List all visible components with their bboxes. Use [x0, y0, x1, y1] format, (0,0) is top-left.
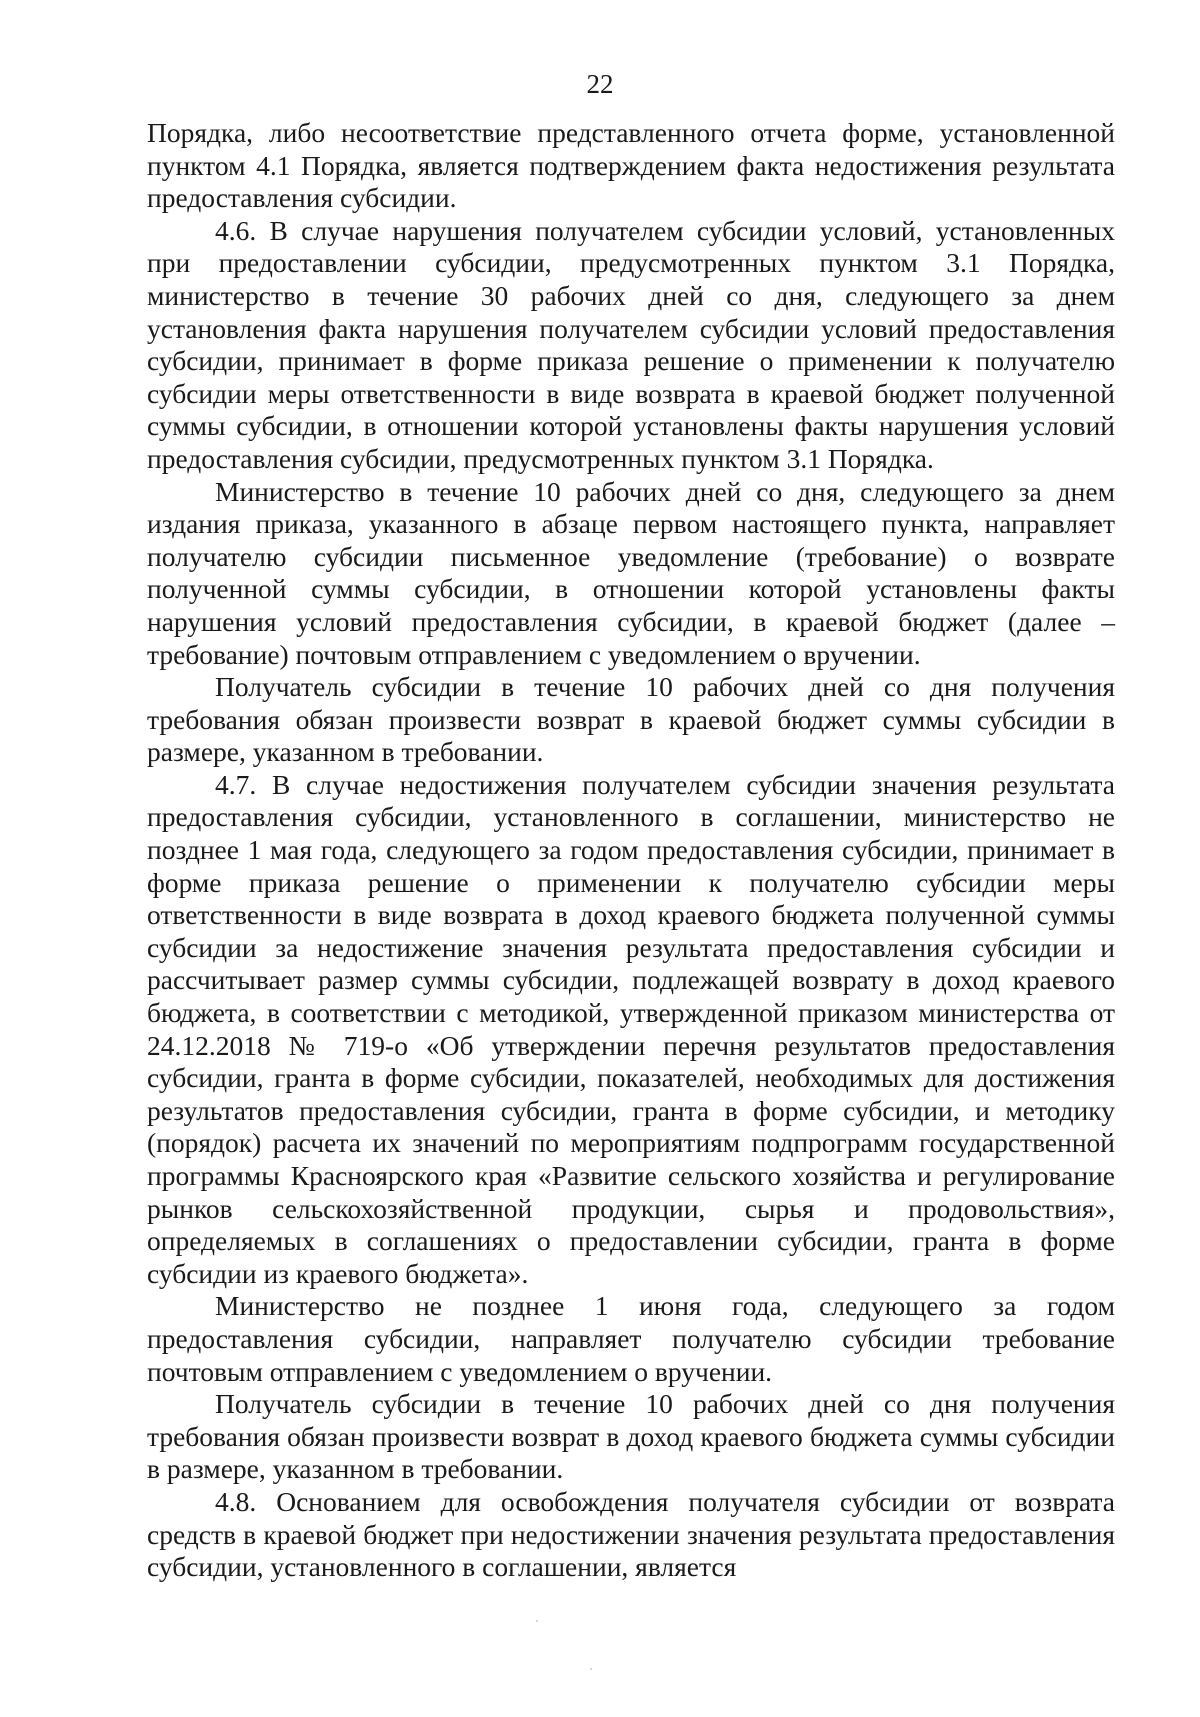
- paragraph-ministry-june: Министерство не позднее 1 июня года, следующего за годом предоставления субсидии, направляет получателю субсидии требование почтовым отправлением с уведомлением о вручении.: [147, 1290, 1115, 1387]
- paragraph-recipient-return-income: Получатель субсидии в течение 10 рабочих дней со дня получения требования обязан произвести возврат в доход краевого бюджета суммы субсидии в размере, указанном в требовании.: [147, 1388, 1115, 1485]
- paragraph-4-7: 4.7. В случае недостижения получателем субсидии значения результата предоставления субсидии, установленного в соглашении, министерство не позднее 1 мая года, следующего за годом предоставления субсидии, принимает в форме приказа решение о применении к получателю субсидии меры ответственности в виде возврата в доход краевого бюджета полученной суммы субсидии за недостижение значения результата предоставления субсидии и рассчитывает размер суммы субсидии, подлежащей возврату в доход краевого бюджета, в соответствии с методикой, утвержденной приказом министерства от 24.12.2018 № 719-о «Об утверждении перечня результатов предоставления субсидии, гранта в форме субсидии, показателей, необходимых для достижения результатов предоставления субсидии, гранта в форме субсидии, и методику (порядок) расчета их значений по мероприятиям подпрограмм государственной программы Красноярского края «Развитие сельского хозяйства и регулирование рынков сельскохозяйственной продукции, сырья и продовольствия», определяемых в соглашениях о предоставлении субсидии, гранта в форме субсидии из краевого бюджета».: [147, 768, 1115, 1289]
- scan-speck: [590, 1668, 592, 1670]
- paragraph-ministry-notice: Министерство в течение 10 рабочих дней со дня, следующего за днем издания приказа, указанного в абзаце первом настоящего пункта, направляет получателю субсидии письменное уведомление (требование) о возврате полученной суммы субсидии, в отношении которой установлены факты нарушения условий предоставления субсидии, в краевой бюджет (далее – требование) почтовым отправлением с уведомлением о вручении.: [147, 475, 1115, 670]
- paragraph-4-6: 4.6. В случае нарушения получателем субсидии условий, установленных при предоставлении субсидии, предусмотренных пунктом 3.1 Порядка, министерство в течение 30 рабочих дней со дня, следующего за днем установления факта нарушения получателем субсидии условий предоставления субсидии, принимает в форме приказа решение о применении к получателю субсидии меры ответственности в виде возврата в краевой бюджет полученной суммы субсидии, в отношении которой установлены факты нарушения условий предоставления субсидии, предусмотренных пунктом 3.1 Порядка.: [147, 214, 1115, 474]
- paragraph-continuation: Порядка, либо несоответствие представленного отчета форме, установленной пунктом 4.1 Порядка, является подтверждением факта недостижения результата предоставления субсидии.: [147, 117, 1115, 214]
- paragraph-recipient-return: Получатель субсидии в течение 10 рабочих дней со дня получения требования обязан произвести возврат в краевой бюджет суммы субсидии в размере, указанном в требовании.: [147, 671, 1115, 768]
- scan-speck: [536, 1620, 538, 1622]
- page-number: 22: [586, 69, 614, 99]
- paragraph-4-8: 4.8. Основанием для освобождения получателя субсидии от возврата средств в краевой бюджет при недостижении значения результата предоставления субсидии, установленного в соглашении, является: [147, 1485, 1115, 1583]
- document-body: [147, 117, 1115, 1584]
